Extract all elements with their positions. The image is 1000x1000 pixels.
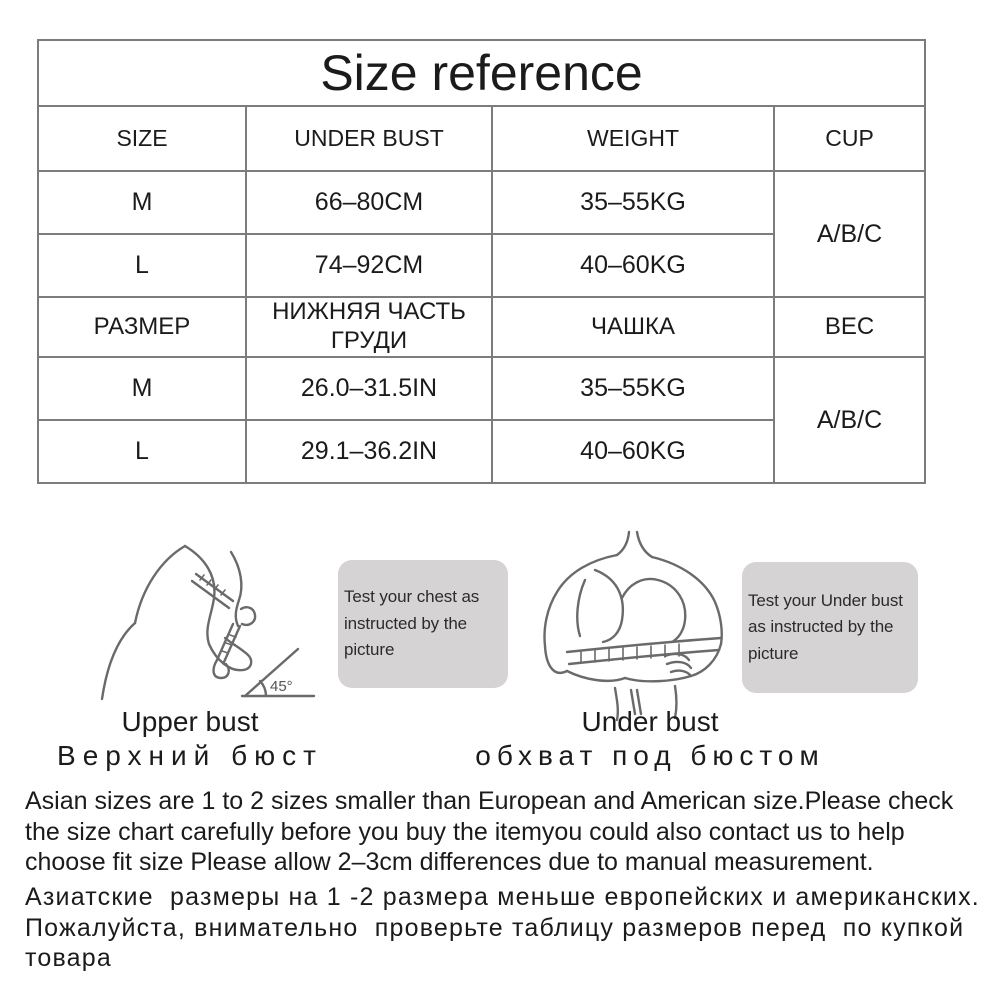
table-title-row bbox=[38, 40, 925, 106]
size-table bbox=[37, 39, 926, 484]
upper-bust-measure-figure bbox=[92, 536, 320, 708]
footer-note-english: Asian sizes are 1 to 2 sizes smaller than European and American size.Please check the size chart carefully before you buy the itemyou could also contact us to help choose fit size Please allow 2–3cm differences due to manual measurement. bbox=[25, 787, 954, 876]
column-header-under-bust: UNDER BUST bbox=[246, 106, 492, 171]
under-bust-caption-en: Under bust bbox=[581, 706, 719, 737]
ru-column-header-under-bust: НИЖНЯЯ ЧАСТЬ ГРУДИ bbox=[246, 297, 492, 357]
ru-column-header-weight: ВЕС bbox=[774, 297, 925, 357]
size-cell: L bbox=[38, 420, 246, 483]
under-bust-cell: 74–92CM bbox=[246, 234, 492, 297]
under-bust-note-box bbox=[742, 562, 918, 693]
under-bust-measure-figure bbox=[525, 528, 770, 724]
under-bust-cell: 66–80CM bbox=[246, 171, 492, 234]
under-bust-note-text: Test your Under bust as instructed by the picture bbox=[748, 590, 903, 663]
column-header-size: SIZE bbox=[38, 106, 246, 171]
upper-bust-caption-ru: Верхний бюст bbox=[57, 740, 323, 771]
upper-bust-illustration-icon bbox=[92, 536, 320, 708]
cup-cell: A/B/C bbox=[774, 357, 925, 483]
under-bust-caption-ru: обхват под бюстом bbox=[475, 740, 825, 771]
under-bust-cell: 29.1–36.2IN bbox=[246, 420, 492, 483]
size-cell: M bbox=[38, 171, 246, 234]
ru-column-header-cup: ЧАШКА bbox=[492, 297, 774, 357]
weight-cell: 40–60KG bbox=[492, 420, 774, 483]
cup-cell: A/B/C bbox=[774, 171, 925, 297]
upper-bust-caption-en: Upper bust bbox=[121, 706, 259, 737]
table-header-row bbox=[38, 106, 925, 171]
weight-cell: 35–55KG bbox=[492, 171, 774, 234]
upper-bust-note-text: Test your chest as instructed by the picture bbox=[344, 587, 480, 660]
angle-45-label: 45° bbox=[270, 678, 293, 695]
footer-note-russian: Азиатские размеры на 1 -2 размера меньше европейских и американских. Пожалуйста, внимательно проверьте таблицу размеров перед по купкой товара bbox=[25, 883, 989, 972]
ru-column-header-size: РАЗМЕР bbox=[38, 297, 246, 357]
table-row bbox=[38, 171, 925, 234]
under-bust-cell: 26.0–31.5IN bbox=[246, 357, 492, 420]
table-row bbox=[38, 357, 925, 420]
upper-bust-note-box bbox=[338, 560, 508, 688]
table-russian-header-row bbox=[38, 297, 925, 357]
size-cell: L bbox=[38, 234, 246, 297]
page-title: Size reference bbox=[38, 40, 925, 106]
column-header-weight: WEIGHT bbox=[492, 106, 774, 171]
column-header-cup: CUP bbox=[774, 106, 925, 171]
under-bust-illustration-icon bbox=[525, 528, 770, 724]
weight-cell: 35–55KG bbox=[492, 357, 774, 420]
weight-cell: 40–60KG bbox=[492, 234, 774, 297]
size-cell: M bbox=[38, 357, 246, 420]
